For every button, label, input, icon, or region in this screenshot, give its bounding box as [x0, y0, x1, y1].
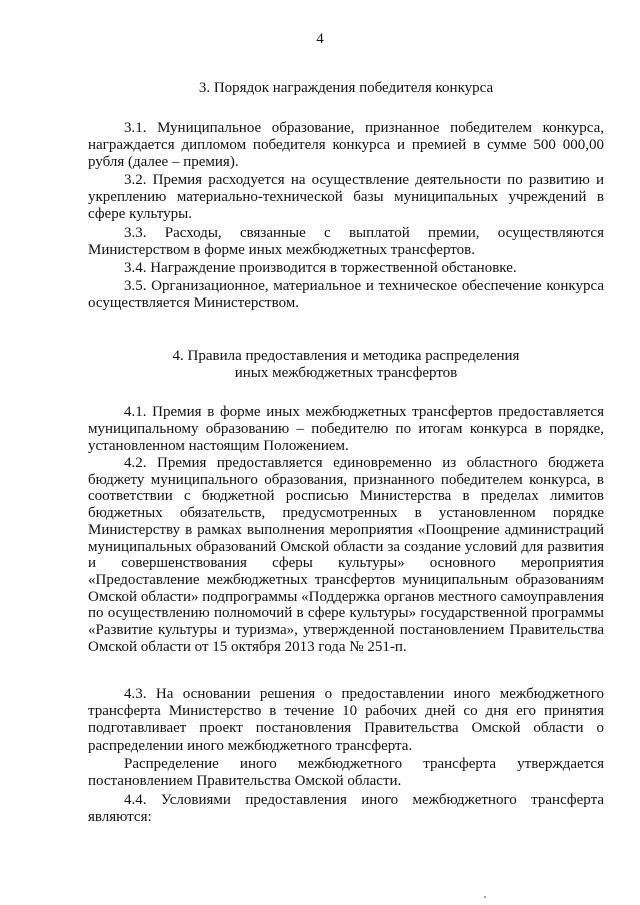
section-4-heading — [80, 348, 612, 382]
paragraph-4-2: 4.2. Премия предоставляется единовременно из областного бюджета бюджету муниципального образования, признанного победителем конкурса, в соответствии с бюджетной росписью Министерства в пределах лимитов бюджетных обязательств, предусмотренных в установленном порядке Министерству в рамках выполнения мероприятия «Поощрение администраций муниципальных образований Омской области за создание условий для развития и совершенствования сферы культуры» основного мероприятия «Предоставление межбюджетных трансфертов муниципальным образованиям Омской области» подпрограммы «Поддержка органов местного самоуправления по осуществлению полномочий в сфере культуры» государственной программы «Развитие культуры и туризма», утвержденной постановлением Правительства Омской области от 15 октября 2013 года № 251-п. — [88, 455, 604, 655]
paragraph-3-1: 3.1. Муниципальное образование, признанное победителем конкурса, награждается дипломом победителя конкурса и премией в сумме 500 000,00 рубля (далее – премия). — [88, 120, 604, 171]
paragraph-3-2: 3.2. Премия расходуется на осуществление деятельности по развитию и укреплению материально-технической базы муниципальных учреждений в сфере культуры. — [88, 172, 604, 223]
section-3-heading-text: 3. Порядок награждения победителя конкурса — [198, 80, 494, 96]
section-3-heading — [80, 80, 612, 97]
paragraph-3-3: 3.3. Расходы, связанные с выплатой премии, осуществляются Министерством в форме иных межбюджетных трансфертов. — [88, 225, 604, 259]
paragraph-4-4: 4.4. Условиями предоставления иного межбюджетного трансферта являются: — [88, 792, 604, 826]
paragraph-4-3: 4.3. На основании решения о предоставлении иного межбюджетного трансферта Министерство в течение 10 рабочих дней со дня его принятия подготавливает проект постановления Правительства Омской области о распределении иного межбюджетного трансферта. — [88, 686, 604, 754]
scan-speck — [484, 896, 486, 898]
paragraph-3-4: 3.4. Награждение производится в торжественной обстановке. — [124, 260, 517, 276]
paragraph-3-5: 3.5. Организационное, материальное и техническое обеспечение конкурса осуществляется Министерством. — [88, 278, 604, 312]
section-4-heading-line-2: иных межбюджетных трансфертов — [234, 365, 458, 381]
page-number: 4 — [316, 31, 324, 47]
paragraph-4-3-distribution: Распределение иного межбюджетного трансферта утверждается постановлением Правительства Омской области. — [88, 756, 604, 790]
paragraph-4-1: 4.1. Премия в форме иных межбюджетных трансфертов предоставляется муниципальному образованию – победителю по итогам конкурса в порядке, установленном настоящим Положением. — [88, 404, 604, 455]
section-4-heading-line-1: 4. Правила предоставления и методика распределения — [172, 348, 520, 364]
